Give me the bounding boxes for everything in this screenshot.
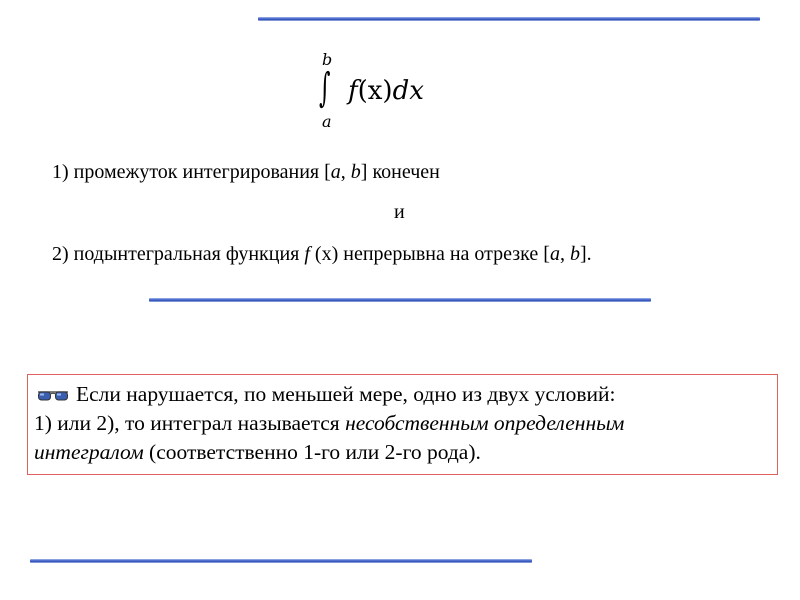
integral-lower-limit: a bbox=[322, 112, 332, 131]
note-line-3-text: (соответственно 1-го или 2-го рода). bbox=[143, 440, 481, 464]
condition-2-mid: непрерывна на отрезке [ bbox=[338, 243, 550, 265]
condition-1-a: a bbox=[330, 161, 341, 183]
note-line-3 bbox=[34, 438, 481, 467]
condition-2-text: 2) подынтегральная функция bbox=[52, 243, 305, 265]
condition-2 bbox=[52, 242, 592, 266]
integrand-differential: dx bbox=[392, 76, 424, 106]
integrand-function: f bbox=[348, 76, 358, 106]
decorative-rule-bottom bbox=[30, 559, 532, 563]
condition-2-a: a bbox=[549, 243, 560, 265]
integrand-argument: (x) bbox=[357, 76, 393, 106]
note-line-1 bbox=[36, 380, 616, 409]
note-line-2-text: 1) или 2), то интеграл называется bbox=[34, 411, 346, 435]
condition-2-b: b bbox=[569, 243, 580, 265]
conjunction: и bbox=[394, 201, 405, 223]
decorative-rule-middle bbox=[149, 298, 651, 302]
decorative-rule-top bbox=[258, 17, 760, 21]
note-line-1-text: Если нарушается, по меньшей мере, одно из двух условий: bbox=[76, 382, 616, 406]
note-term-integral: интегралом bbox=[34, 440, 144, 464]
condition-2-x: (x) bbox=[309, 243, 339, 265]
definition-note-box bbox=[27, 374, 778, 475]
condition-1-text: 1) промежуток интегрирования [ bbox=[52, 161, 331, 183]
integrand bbox=[348, 76, 424, 106]
note-line-2 bbox=[34, 409, 624, 438]
condition-1-sep: , bbox=[340, 161, 351, 183]
glasses-icon bbox=[36, 388, 70, 402]
condition-1-end: ] конечен bbox=[360, 161, 440, 183]
integral-formula bbox=[318, 50, 458, 134]
integral-sign: ∫ bbox=[319, 65, 331, 111]
condition-1 bbox=[52, 160, 440, 184]
integral-upper-limit: b bbox=[322, 50, 333, 69]
condition-2-f: f bbox=[304, 243, 310, 265]
condition-2-end: ]. bbox=[579, 243, 592, 265]
condition-1-b: b bbox=[350, 161, 361, 183]
note-term-improper: несобственным определенным bbox=[345, 411, 625, 435]
condition-2-sep: , bbox=[559, 243, 570, 265]
